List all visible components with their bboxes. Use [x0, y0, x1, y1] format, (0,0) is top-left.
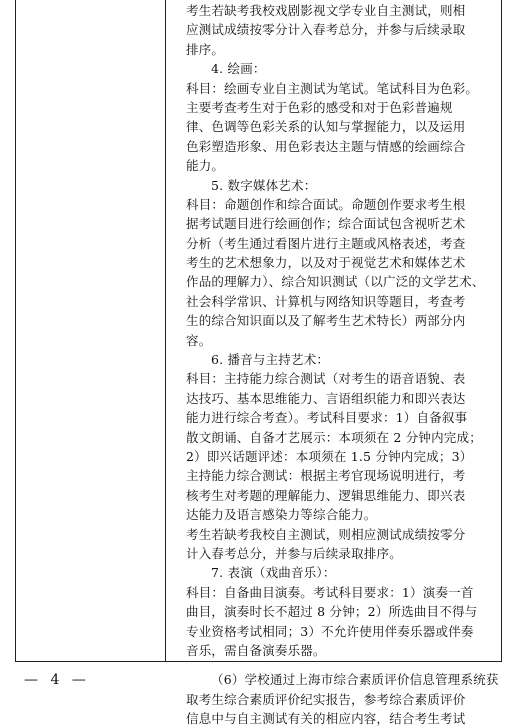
blank-line: [186, 660, 496, 670]
text-line: 主要考查考生对于色彩的感受和对于色彩普遍规: [186, 99, 453, 115]
text-line: 色彩塑造形象、用色彩表达主题与情感的绘画综合: [186, 138, 466, 154]
page-number: — 4 —: [24, 672, 90, 688]
text-line: 达技巧、基本思维能力、言语组织能力和即兴表达: [186, 390, 466, 406]
text-line: 作品的理解力）、综合知识测试（以广泛的文学艺术、: [186, 274, 485, 290]
text-line: 信息中与自主测试有关的相应内容，结合考生考试: [186, 711, 466, 727]
text-line: 分析（考生通过看图片进行主题或风格表述，考查: [186, 235, 466, 251]
text-line: 曲目，演奏时长不超过 8 分钟；2）所选曲目不得与: [186, 604, 478, 620]
column-divider: [165, 0, 166, 662]
text-line: 律、色调等色彩关系的认知与掌握能力，以及运用: [186, 119, 466, 135]
text-line: 考生若缺考我校自主测试，则相应测试成绩按零分: [186, 526, 466, 542]
text-line: 社会科学常识、计算机与网络知识等题目，考查考: [186, 293, 466, 309]
text-line: （6）学校通过上海市综合素质评价信息管理系统获: [211, 672, 499, 688]
text-line: 考生的艺术想象力，以及对于视觉艺术和媒体艺术: [186, 255, 466, 271]
text-line: 计入春考总分，并参与后续录取排序。: [186, 545, 402, 561]
text-line: 4. 绘画：: [211, 61, 266, 77]
text-line: 排序。: [186, 41, 225, 57]
text-line: 应测试成绩按零分计入春考总分，并参与后续录取: [186, 22, 466, 38]
text-line: 专业资格考试相同；3）不允许使用伴奏乐器或伴奏: [186, 623, 474, 639]
text-line: 达能力及语言感染力等综合能力。: [186, 507, 377, 523]
text-line: 2）即兴话题评述：本项须在 1.5 分钟内完成；3）: [186, 448, 473, 464]
text-line: 科目：自备曲目演奏。考试科目要求：1）演奏一首: [186, 584, 474, 600]
text-line: 能力。: [186, 158, 225, 174]
text-line: 6. 播音与主持艺术：: [211, 352, 330, 368]
text-line: 5. 数字媒体艺术：: [211, 177, 317, 193]
text-line: 容。: [186, 332, 212, 348]
text-line: 能力进行综合考查）。考试科目要求：1）自备叙事: [186, 410, 468, 426]
text-lines: [186, 1, 499, 728]
text-line: 7. 表演（戏曲音乐）：: [211, 565, 336, 581]
text-line: 主持能力综合测试：根据主考官现场说明进行，考: [186, 468, 466, 484]
text-line: 科目：主持能力综合测试（对考生的语音语貌、表: [186, 371, 466, 387]
content-cell: [186, 1, 499, 727]
text-line: 核考生对考题的理解能力、逻辑思维能力、即兴表: [186, 487, 466, 503]
text-line: 取考生综合素质评价纪实报告，参考综合素质评价: [186, 691, 466, 707]
text-line: 散文朗诵、自备才艺展示：本项须在 2 分钟内完成；: [186, 429, 482, 445]
text-line: 考生若缺考我校戏剧影视文学专业自主测试，则相: [186, 3, 466, 18]
text-line: 科目：绘画专业自主测试为笔试。笔试科目为色彩。: [186, 80, 479, 96]
text-line: 生的综合知识面以及了解考生艺术特长）两部分内: [186, 313, 466, 329]
text-line: 音乐，需自备演奏乐器。: [186, 642, 326, 658]
text-line: 据考试题目进行绘画创作；综合面试包含视听艺术: [186, 216, 466, 232]
text-line: 科目：命题创作和综合面试。命题创作要求考生根: [186, 196, 466, 212]
